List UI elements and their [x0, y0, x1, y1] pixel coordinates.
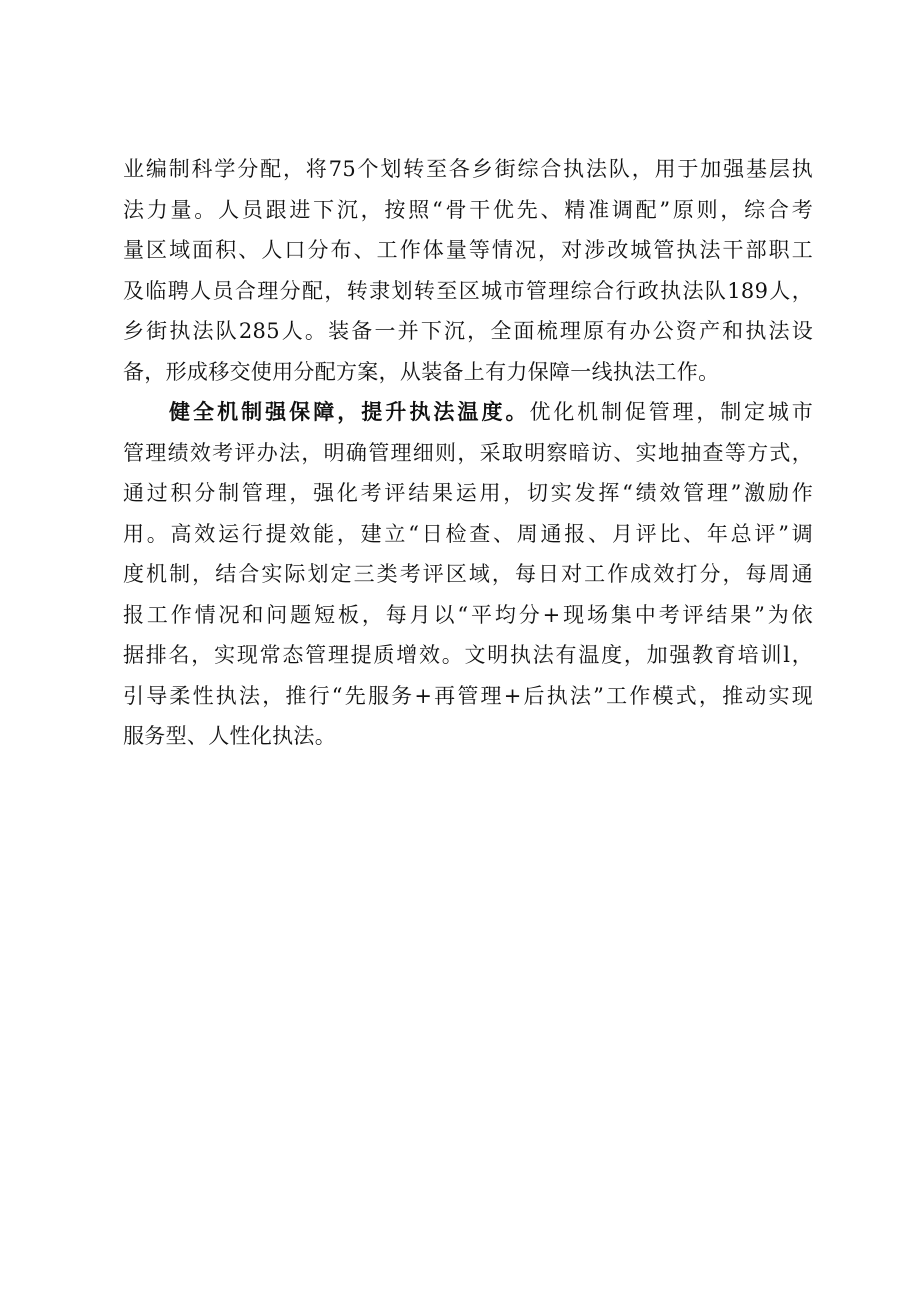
text-line: 乡街执法队285人。装备一并下沉，全面梳理原有办公资产和执法设	[123, 319, 813, 343]
text-line: 引导柔性执法，推行“先服务+再管理+后执法”工作模式，推动实现	[123, 683, 813, 708]
text-line: 管理绩效考评办法，明确管理细则，采取明察暗访、实地抽查等方式，	[123, 440, 813, 465]
text-run: 优化机制促管理，制定城市	[529, 400, 813, 424]
paragraph-heading: 健全机制强保障，提升执法温度。	[169, 400, 530, 424]
paragraph-first-line	[123, 392, 813, 433]
text-line: 备，形成移交使用分配方案，从装备上有力保障一线执法工作。	[123, 359, 720, 384]
paragraph-mechanism	[123, 392, 813, 757]
document-body	[123, 149, 813, 757]
text-line: 据排名，实现常态管理提质增效。文明执法有温度，加强教育培训l，	[123, 643, 813, 667]
text-line: 业编制科学分配，将75个划转至各乡街综合执法队，用于加强基层执	[123, 157, 813, 181]
text-line: 度机制，结合实际划定三类考评区域，每日对工作成效打分，每周通	[123, 562, 813, 586]
text-line: 报工作情况和问题短板，每月以“平均分+现场集中考评结果”为依	[123, 602, 813, 627]
text-line: 用。高效运行提效能，建立“日检查、周通报、月评比、年总评”调	[123, 521, 813, 546]
text-line: 法力量。人员跟进下沉，按照“骨干优先、精准调配”原则，综合考	[123, 197, 813, 222]
text-line: 及临聘人员合理分配，转隶划转至区城市管理综合行政执法队189人，	[123, 278, 813, 303]
text-line: 量区域面积、人口分布、工作体量等情况，对涉改城管执法干部职工	[123, 238, 813, 262]
text-line: 服务型、人性化执法。	[123, 724, 336, 748]
text-line: 通过积分制管理，强化考评结果运用，切实发挥“绩效管理”激励作	[123, 481, 813, 505]
paragraph-staffing	[123, 149, 813, 392]
